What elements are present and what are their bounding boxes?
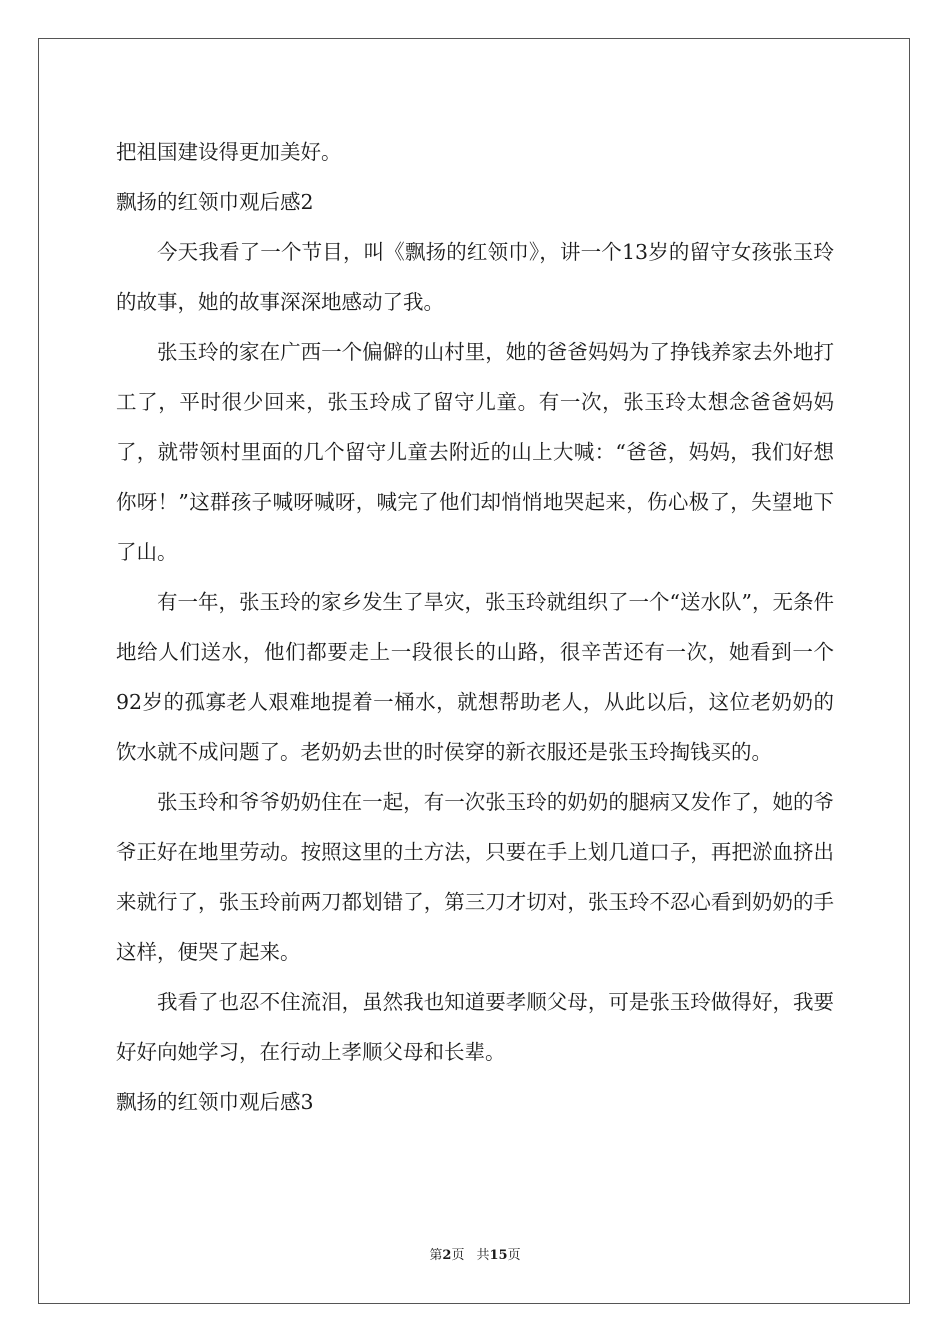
body-paragraph: 有一年，张玉玲的家乡发生了旱灾，张玉玲就组织了一个“送水队”，无条件地给人们送水，他们都要走上一段很长的山路，很辛苦还有一次，她看到一个92岁的孤寡老人艰难地提着一桶水，就想帮助老人，从此以后，这位老奶奶的饮水就不成问题了。老奶奶去世的时侯穿的新衣服还是张玉玲掏钱买的。 [116, 590, 834, 764]
page-label-prefix: 第 [429, 1248, 443, 1263]
section-heading-3: 飘扬的红领巾观后感3 [116, 1090, 314, 1114]
paragraph-continuation: 把祖国建设得更加美好。 [116, 140, 342, 164]
body-paragraph: 我看了也忍不住流泪，虽然我也知道要孝顺父母，可是张玉玲做得好，我要好好向她学习，在行动上孝顺父母和长辈。 [116, 990, 834, 1064]
total-pages: 15 [489, 1248, 508, 1263]
page-footer [0, 1244, 950, 1263]
page-number: 2 [442, 1248, 452, 1263]
document-body [116, 127, 834, 1127]
body-paragraph: 张玉玲的家在广西一个偏僻的山村里，她的爸爸妈妈为了挣钱养家去外地打工了，平时很少回来，张玉玲成了留守儿童。有一次，张玉玲太想念爸爸妈妈了，就带领村里面的几个留守儿童去附近的山上大喊：“爸爸，妈妈，我们好想你呀！”这群孩子喊呀喊呀，喊完了他们却悄悄地哭起来，伤心极了，失望地下了山。 [116, 340, 834, 564]
body-paragraph: 今天我看了一个节目，叫《飘扬的红领巾》，讲一个13岁的留守女孩张玉玲的故事，她的故事深深地感动了我。 [116, 240, 834, 314]
body-paragraph: 张玉玲和爷爷奶奶住在一起，有一次张玉玲的奶奶的腿病又发作了，她的爷爷正好在地里劳动。按照这里的土方法，只要在手上划几道口子，再把淤血挤出来就行了，张玉玲前两刀都划错了，第三刀才切对，张玉玲不忍心看到奶奶的手这样，便哭了起来。 [116, 790, 834, 964]
page-label-suffix: 页 [451, 1248, 465, 1263]
total-label-suffix: 页 [507, 1248, 521, 1263]
total-label-prefix: 共 [476, 1248, 490, 1263]
section-heading-2: 飘扬的红领巾观后感2 [116, 190, 314, 214]
